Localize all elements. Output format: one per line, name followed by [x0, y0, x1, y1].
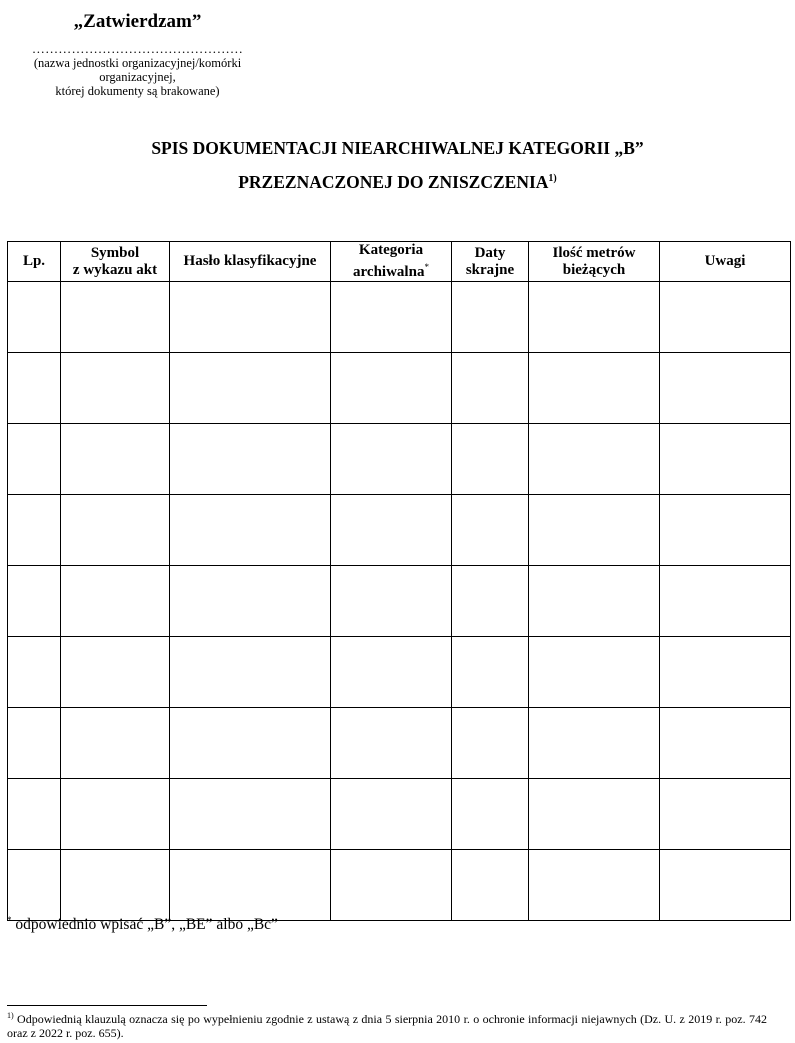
table-cell[interactable]	[61, 566, 170, 637]
col-header-kategoria-line2: archiwalna	[353, 264, 425, 280]
approval-block	[20, 10, 255, 98]
table-cell[interactable]	[61, 495, 170, 566]
col-header-uwagi	[660, 242, 791, 282]
table-cell[interactable]	[8, 495, 61, 566]
table-row	[8, 495, 791, 566]
table-cell[interactable]	[170, 495, 331, 566]
table-cell[interactable]	[170, 779, 331, 850]
col-header-ilosc-line2: bieżących	[562, 261, 626, 278]
table-cell[interactable]	[529, 708, 660, 779]
col-header-ilosc-line1: Ilość metrów	[552, 244, 636, 261]
table-cell[interactable]	[8, 353, 61, 424]
table-cell[interactable]	[452, 637, 529, 708]
table-cell[interactable]	[170, 637, 331, 708]
table-cell[interactable]	[61, 353, 170, 424]
col-header-symbol	[61, 242, 170, 282]
table-row	[8, 779, 791, 850]
footnote-ref-1: 1)	[548, 173, 557, 184]
table-cell[interactable]	[529, 566, 660, 637]
table-cell[interactable]	[8, 566, 61, 637]
table-cell[interactable]	[529, 495, 660, 566]
table-cell[interactable]	[8, 779, 61, 850]
footnote-1-mark: 1)	[7, 1011, 14, 1020]
table-cell[interactable]	[452, 424, 529, 495]
table-cell[interactable]	[331, 495, 452, 566]
table-cell[interactable]	[8, 637, 61, 708]
col-header-daty-line2: skrajne	[465, 261, 515, 278]
table-cell[interactable]	[8, 424, 61, 495]
table-header-row	[8, 242, 791, 282]
col-header-kategoria	[331, 242, 452, 282]
table-cell[interactable]	[170, 566, 331, 637]
table-cell[interactable]	[61, 282, 170, 353]
col-header-ilosc	[529, 242, 660, 282]
col-header-symbol-line2: z wykazu akt	[72, 261, 158, 278]
table-row	[8, 637, 791, 708]
table-cell[interactable]	[61, 637, 170, 708]
col-header-haslo	[170, 242, 331, 282]
col-header-haslo-text: Hasło klasyfikacyjne	[183, 253, 317, 269]
table-cell[interactable]	[8, 282, 61, 353]
col-header-symbol-line1: Symbol	[90, 244, 140, 261]
table-cell[interactable]	[331, 566, 452, 637]
table-cell[interactable]	[331, 779, 452, 850]
approval-note-line3: której dokumenty są brakowane)	[55, 84, 220, 98]
table-cell[interactable]	[452, 708, 529, 779]
col-header-lp	[8, 242, 61, 282]
col-header-lp-text: Lp.	[22, 253, 46, 269]
col-header-uwagi-text: Uwagi	[704, 253, 746, 269]
table-row	[8, 424, 791, 495]
table-cell[interactable]	[660, 708, 791, 779]
table-cell[interactable]	[660, 566, 791, 637]
document-title-line2-text: PRZEZNACZONEJ DO ZNISZCZENIA	[238, 172, 549, 192]
table-cell[interactable]	[331, 850, 452, 921]
table-cell[interactable]	[170, 708, 331, 779]
table-cell[interactable]	[529, 850, 660, 921]
table-row	[8, 566, 791, 637]
table-cell[interactable]	[170, 424, 331, 495]
table-cell[interactable]	[660, 282, 791, 353]
table-cell[interactable]	[452, 353, 529, 424]
approval-signature-line: …………………………………………	[31, 41, 244, 56]
table-cell[interactable]	[170, 850, 331, 921]
approval-note-line2: organizacyjnej,	[99, 70, 176, 84]
table-cell[interactable]	[529, 779, 660, 850]
table-cell[interactable]	[331, 353, 452, 424]
document-title-line2	[0, 172, 795, 193]
footnote-1-text: Odpowiednią klauzulą oznacza się po wypełnieniu zgodnie z ustawą z dnia 5 sierpnia 2010 r. o ochronie informacji niejawnych (Dz. U. z 2019 r. poz. 742 oraz z 2022 r. poz. 655).	[7, 1012, 767, 1040]
table-cell[interactable]	[8, 708, 61, 779]
table-cell[interactable]	[529, 424, 660, 495]
table-cell[interactable]	[660, 637, 791, 708]
col-header-kategoria-line1: Kategoria	[358, 242, 424, 258]
table-cell[interactable]	[61, 779, 170, 850]
footnote-1	[7, 1009, 767, 1040]
table-cell[interactable]	[529, 637, 660, 708]
table-cell[interactable]	[452, 779, 529, 850]
table-cell[interactable]	[61, 850, 170, 921]
table-cell[interactable]	[170, 282, 331, 353]
footnote-star	[7, 911, 278, 934]
table-cell[interactable]	[452, 850, 529, 921]
table-cell[interactable]	[452, 495, 529, 566]
table-cell[interactable]	[331, 637, 452, 708]
table-cell[interactable]	[61, 424, 170, 495]
approval-title: „Zatwierdzam”	[73, 11, 202, 32]
table-cell[interactable]	[452, 566, 529, 637]
table-cell[interactable]	[331, 708, 452, 779]
table-body	[8, 282, 791, 921]
table-cell[interactable]	[529, 353, 660, 424]
records-table	[7, 241, 791, 921]
table-cell[interactable]	[8, 850, 61, 921]
table-cell[interactable]	[61, 708, 170, 779]
table-cell[interactable]	[529, 282, 660, 353]
table-cell[interactable]	[660, 424, 791, 495]
table-cell[interactable]	[660, 779, 791, 850]
table-row	[8, 282, 791, 353]
col-header-daty	[452, 242, 529, 282]
table-row	[8, 850, 791, 921]
table-row	[8, 353, 791, 424]
table-cell[interactable]	[660, 353, 791, 424]
table-cell[interactable]	[452, 282, 529, 353]
document-title-line1: SPIS DOKUMENTACJI NIEARCHIWALNEJ KATEGORII „B”	[151, 138, 644, 158]
table-cell[interactable]	[660, 495, 791, 566]
footnote-star-mark: *	[7, 915, 12, 925]
table-cell[interactable]	[170, 353, 331, 424]
footnote-star-text: odpowiednio wpisać „B”, „BE” albo „Bc”	[11, 916, 278, 933]
table-row	[8, 708, 791, 779]
table-cell[interactable]	[331, 424, 452, 495]
footnote-divider	[7, 1005, 207, 1006]
footnote-ref-star: *	[424, 262, 429, 272]
approval-note-line1: (nazwa jednostki organizacyjnej/komórki	[33, 56, 242, 70]
col-header-daty-line1: Daty	[474, 244, 506, 261]
table-cell[interactable]	[660, 850, 791, 921]
table-cell[interactable]	[331, 282, 452, 353]
